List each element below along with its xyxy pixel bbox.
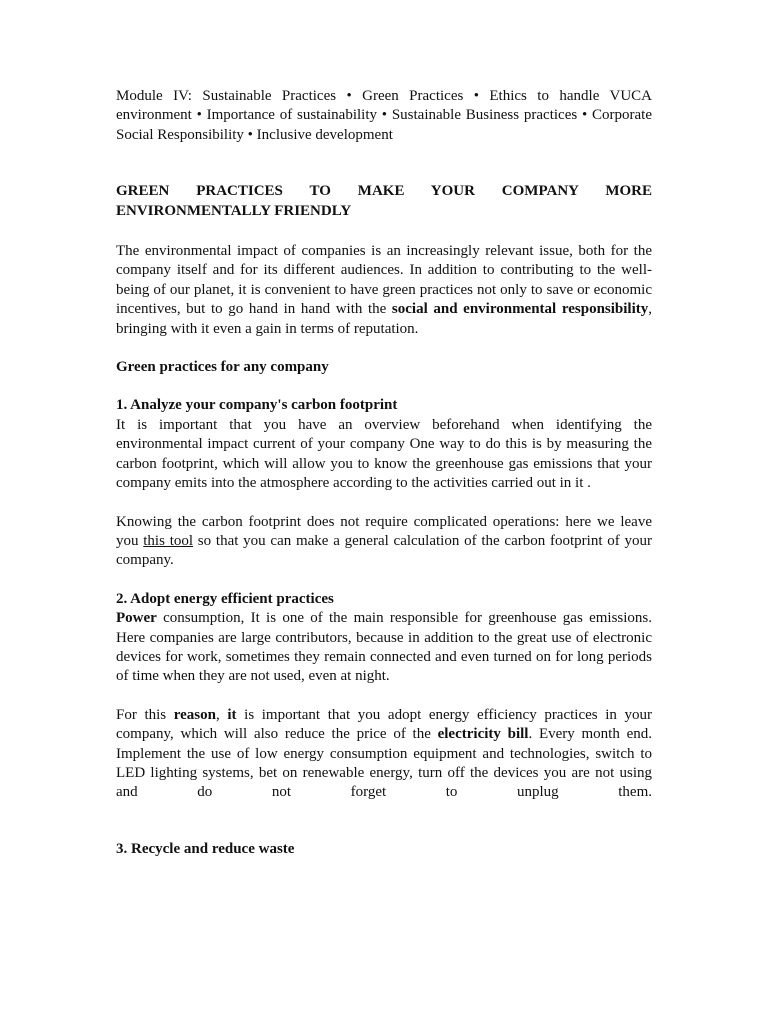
step-2-paragraph-2 bbox=[116, 706, 652, 803]
reason-bold-text: reason bbox=[173, 706, 216, 723]
step-1-title: 1. Analyze your company's carbon footprint bbox=[116, 397, 398, 414]
spacer bbox=[116, 803, 652, 840]
step-2-para-1-text: consumption, It is one of the main responsible for greenhouse gas emissions. Here companies are large contributors, because in addition to the great use of electronic devices for work, sometimes they remain connected and even turned on for long periods of time when they are not used, even at night. bbox=[116, 610, 652, 685]
document-page bbox=[116, 87, 652, 859]
step-2-para-2-text-c: is important that you adopt energy efficiency practices in your company, which will also reduce the price of the bbox=[116, 706, 653, 743]
intro-paragraph bbox=[116, 242, 652, 339]
step-2-para-2-text-d: . Every month end. Implement the use of low energy consumption equipment and technologies, switch to LED lighting systems, bet on renewable energy, turn off the devices you are not using and do not forget to unplug them. bbox=[116, 726, 652, 801]
power-bold-text: Power bbox=[116, 610, 157, 627]
section-title: Green practices for any company bbox=[116, 359, 329, 376]
spacer bbox=[116, 687, 652, 706]
spacer bbox=[116, 145, 652, 182]
step-1-para-2-text-2: so that you can make a general calculation of the carbon footprint of your company. bbox=[116, 532, 653, 569]
step-2-para-2-text-a: For this bbox=[116, 706, 174, 723]
step-1-paragraph-2 bbox=[116, 513, 652, 571]
intro-text-2: , bringing with it even a gain in terms of reputation. bbox=[116, 301, 652, 337]
spacer bbox=[116, 221, 652, 242]
spacer bbox=[116, 571, 652, 590]
step-1-paragraph-1: It is important that you have an overview beforehand when identifying the environmental impact current of your company One way to do this is by measuring the carbon footprint, which will allow you to know the greenhouse gas emissions that your company emits into the atmosphere according to the activities carried out in it . bbox=[116, 416, 652, 492]
main-title-line-2: ENVIRONMENTALLY FRIENDLY bbox=[116, 202, 352, 219]
electricity-bill-bold-text: electricity bill bbox=[437, 726, 529, 743]
spacer bbox=[116, 494, 652, 513]
spacer bbox=[116, 377, 652, 396]
it-bold-text: it bbox=[227, 706, 237, 723]
step-2-paragraph-1 bbox=[116, 609, 652, 687]
step-2-para-2-text-b: , bbox=[215, 706, 228, 723]
intro-text-1: The environmental impact of companies is an increasingly relevant issue, both for the company itself and for its different audiences. In addition to contributing to the well-being of our planet, it is convenient to have green practices not only to save or economic incentives, but to go hand in hand with the bbox=[116, 243, 652, 318]
step-2-title: 2. Adopt energy efficient practices bbox=[116, 590, 334, 607]
step-3-title: 3. Recycle and reduce waste bbox=[116, 840, 295, 857]
main-title-line-1: GREEN PRACTICES TO MAKE YOUR COMPANY MORE bbox=[116, 183, 652, 200]
module-overview: Module IV: Sustainable Practices • Green Practices • Ethics to handle VUCA environment • Importance of sustainability • Sustainable Business practices • Corporate Social Responsibility • Inclusive development bbox=[116, 88, 652, 143]
intro-bold-text: social and environmental responsibility bbox=[391, 301, 649, 318]
carbon-tool-link[interactable]: this tool bbox=[143, 532, 194, 549]
spacer bbox=[116, 339, 652, 358]
step-1-para-2-text-1: Knowing the carbon footprint does not require complicated operations: here we leave you bbox=[116, 513, 652, 549]
